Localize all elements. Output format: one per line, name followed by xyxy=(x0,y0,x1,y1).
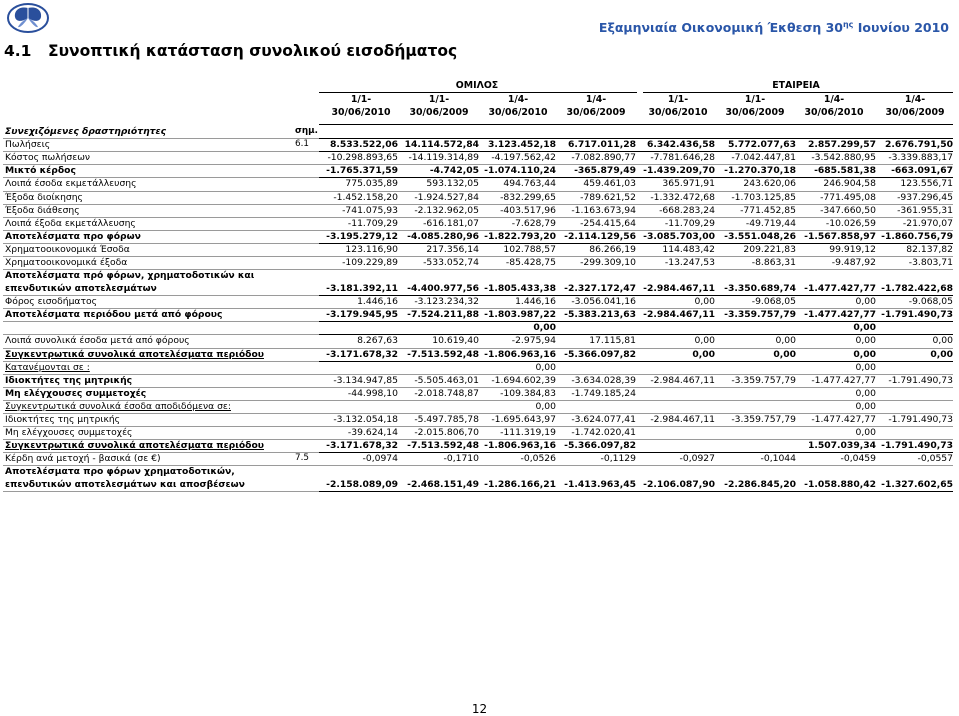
table-row xyxy=(3,426,954,439)
period-start: 1/1- xyxy=(350,94,372,105)
row-value: -3.179.945,95 xyxy=(326,309,398,321)
row-label: Χρηματοοικονομικά Έσοδα xyxy=(5,243,130,255)
period-start: 1/1- xyxy=(744,94,766,105)
row-value: -3.123.234,32 xyxy=(414,296,479,308)
section-heading xyxy=(4,42,457,60)
table-row xyxy=(3,452,954,465)
row-value: 3.123.452,18 xyxy=(487,139,556,151)
row-value: 0,00 xyxy=(855,387,876,399)
row-value: 0,00 xyxy=(694,335,715,347)
row-value: -365.879,49 xyxy=(574,165,636,177)
row-value: 8.267,63 xyxy=(357,335,398,347)
row-value: -5.383.213,63 xyxy=(564,309,636,321)
row-value: -8.863,31 xyxy=(751,257,796,268)
row-value: -616.181,07 xyxy=(423,217,479,229)
table-row xyxy=(3,308,954,321)
row-value: -1.286.166,21 xyxy=(484,479,556,491)
row-value: -347.660,50 xyxy=(820,204,876,216)
table-row xyxy=(3,177,954,190)
row-value: -2.106.087,90 xyxy=(643,479,715,491)
row-label: Μη ελέγχουσες συμμετοχές xyxy=(5,387,147,399)
row-value: -789.621,52 xyxy=(580,191,636,203)
row-value: 14.114.572,84 xyxy=(404,139,479,151)
table-row xyxy=(3,243,954,256)
row-value: -111.319,19 xyxy=(500,427,556,439)
row-value: -3.132.054,18 xyxy=(333,414,398,425)
row-value: -1.413.963,45 xyxy=(564,479,636,491)
row-value: -1.058.880,42 xyxy=(804,479,876,491)
group-label-company: ΕΤΑΙΡΕΙΑ xyxy=(772,80,820,91)
row-value: 365.971,91 xyxy=(662,178,715,190)
row-value: 593.132,05 xyxy=(426,178,479,190)
row-value: -685.581,38 xyxy=(814,165,876,177)
period-header xyxy=(794,94,874,124)
row-label: Αποτελέσματα πρό φόρων, χρηματοδοτικών και επενδυτικών αποτελεσμάτων xyxy=(5,270,255,295)
row-value: -14.119.314,89 xyxy=(408,152,479,164)
row-value: -3.803,71 xyxy=(908,257,953,268)
row-value: 123.116,90 xyxy=(345,243,398,255)
row-value: -3.359.757,79 xyxy=(731,374,796,386)
row-value: -663.091,67 xyxy=(891,165,953,177)
row-value: -1.806.963,16 xyxy=(484,440,556,452)
row-value: -2.018.748,87 xyxy=(414,387,479,399)
row-value: -10.298.893,65 xyxy=(327,152,398,164)
table-row xyxy=(3,361,954,374)
row-value: -1.822.793,20 xyxy=(484,230,556,242)
period-start: 1/4- xyxy=(904,94,926,105)
row-value: 0,00 xyxy=(694,296,715,308)
row-value: -7.513.592,48 xyxy=(407,348,479,360)
label-separator xyxy=(3,491,319,492)
period-start: 1/1- xyxy=(667,94,689,105)
row-value: 209.221,83 xyxy=(743,243,796,255)
row-value: -1.074.110,24 xyxy=(484,165,556,177)
period-start: 1/4- xyxy=(823,94,845,105)
row-value: -1.791.490,73 xyxy=(888,414,953,425)
row-label: Λοιπά έξοδα εκμετάλλευσης xyxy=(5,217,136,229)
table-row xyxy=(3,269,954,295)
row-note: 6.1 xyxy=(295,139,309,150)
row-value: -1.694.602,39 xyxy=(491,374,556,386)
row-value: -254.415,64 xyxy=(580,217,636,229)
row-value: 6.342.436,58 xyxy=(646,139,715,151)
row-value: -1.695.643,97 xyxy=(491,414,556,425)
table-row xyxy=(3,191,954,204)
row-label: Ιδιοκτήτες της μητρικής xyxy=(5,374,133,386)
row-value: -3.551.048,26 xyxy=(724,230,796,242)
row-value: -39.624,14 xyxy=(347,427,398,439)
row-value: -2.015.806,70 xyxy=(414,427,479,439)
section-number: 4.1 xyxy=(4,42,32,60)
row-label: Κατανέμονται σε : xyxy=(5,361,90,373)
row-value: -741.075,93 xyxy=(342,204,398,216)
row-value: -1.742.020,41 xyxy=(571,427,636,439)
row-value: 775.035,89 xyxy=(345,178,398,190)
table-row xyxy=(3,439,954,452)
period-header xyxy=(715,94,795,124)
period-end: 30/06/2009 xyxy=(566,106,626,118)
period-end: 30/06/2010 xyxy=(331,106,391,118)
row-value: -3.134.947,85 xyxy=(333,374,398,386)
table-row xyxy=(3,413,954,426)
row-value: -1.791.490,73 xyxy=(881,309,953,321)
row-value: -9.487,92 xyxy=(831,257,876,268)
row-value: -1.477.427,77 xyxy=(804,309,876,321)
group-label-group: ΟΜΙΛΟΣ xyxy=(455,80,499,91)
row-value: -1.860.756,79 xyxy=(881,230,953,242)
row-value: 82.137,82 xyxy=(906,243,953,255)
row-label: Λοιπά συνολικά έσοδα μετά από φόρους xyxy=(5,335,190,347)
row-value: -49.719,44 xyxy=(745,217,796,229)
row-value: -5.366.097,82 xyxy=(564,348,636,360)
row-value: -403.517,96 xyxy=(500,204,556,216)
period-end: 30/06/2010 xyxy=(648,106,708,118)
row-value: -5.366.097,82 xyxy=(564,440,636,452)
row-value: -1.452.158,20 xyxy=(333,191,398,203)
row-value: -3.339.883,17 xyxy=(888,152,953,164)
row-value: -7.042.447,81 xyxy=(731,152,796,164)
row-label: Έξοδα διοίκησης xyxy=(5,191,83,203)
row-value: -3.359.757,79 xyxy=(724,309,796,321)
row-value: 99.919,12 xyxy=(829,243,876,255)
row-value: -7.781.646,28 xyxy=(650,152,715,164)
row-value: -3.542.880,95 xyxy=(811,152,876,164)
table-row xyxy=(3,348,954,361)
row-value: -1.765.371,59 xyxy=(326,165,398,177)
row-value: -2.975,94 xyxy=(511,335,556,347)
row-value: -1.163.673,94 xyxy=(571,204,636,216)
period-header xyxy=(556,94,636,124)
row-value: -1.803.987,22 xyxy=(484,309,556,321)
row-value: -1.806.963,16 xyxy=(484,348,556,360)
row-value: -4.085.280,96 xyxy=(407,230,479,242)
row-value: -109.384,83 xyxy=(500,387,556,399)
row-label: Κέρδη ανά μετοχή - βασικά (σε €) xyxy=(5,453,161,465)
table-row xyxy=(3,321,954,334)
row-value: -1.805.433,38 xyxy=(484,283,556,295)
company-logo xyxy=(6,2,50,34)
row-value: 2.676.791,50 xyxy=(884,139,953,151)
row-label: Αποτελέσματα περιόδου μετά από φόρους xyxy=(5,309,223,321)
row-value: -3.171.678,32 xyxy=(326,440,398,452)
row-value: -3.056.041,16 xyxy=(571,296,636,308)
table-row xyxy=(3,230,954,243)
row-value: -85.428,75 xyxy=(505,257,556,268)
row-label: Λοιπά έσοδα εκμετάλλευσης xyxy=(5,178,137,190)
row-value: 123.556,71 xyxy=(900,178,953,190)
row-value: 102.788,57 xyxy=(503,243,556,255)
row-label: Πωλήσεις xyxy=(5,139,51,151)
row-value: 459.461,03 xyxy=(583,178,636,190)
row-value: -2.984.467,11 xyxy=(643,283,715,295)
row-value: -5.505.463,01 xyxy=(414,374,479,386)
row-label: Ιδιοκτήτες της μητρικής xyxy=(5,414,121,425)
row-value: -832.299,65 xyxy=(500,191,556,203)
row-value: -2.286.845,20 xyxy=(724,479,796,491)
row-value: -2.114.129,56 xyxy=(564,230,636,242)
group-underline-group xyxy=(319,92,637,93)
period-start: 1/1- xyxy=(428,94,450,105)
row-value: 494.763,44 xyxy=(503,178,556,190)
table-row xyxy=(3,151,954,164)
row-value: -3.350.689,74 xyxy=(724,283,796,295)
row-value: 0,00 xyxy=(535,361,556,373)
row-value: -13.247,53 xyxy=(664,257,715,268)
row-value: 0,00 xyxy=(692,348,715,360)
row-value: 0,00 xyxy=(773,348,796,360)
row-value: -0,1044 xyxy=(760,453,796,465)
row-label: Χρηματοοικονομικά έξοδα xyxy=(5,257,128,268)
row-value: -44.998,10 xyxy=(347,387,398,399)
row-value: -3.624.077,41 xyxy=(571,414,636,425)
table-row xyxy=(3,204,954,217)
period-header xyxy=(399,94,479,124)
period-start: 1/4- xyxy=(507,94,529,105)
row-value: -7.628,79 xyxy=(511,217,556,229)
page-number: 12 xyxy=(471,702,488,716)
row-note: σημ. xyxy=(295,126,318,136)
row-value: -771.495,08 xyxy=(820,191,876,203)
period-end: 30/06/2009 xyxy=(725,106,785,118)
row-value: 1.446,16 xyxy=(515,296,556,308)
period-end: 30/06/2010 xyxy=(804,106,864,118)
row-value: -2.132.962,05 xyxy=(414,204,479,216)
row-value: -1.439.209,70 xyxy=(643,165,715,177)
row-value: -1.791.490,73 xyxy=(888,374,953,386)
row-value: 0,00 xyxy=(932,335,953,347)
row-value: 17.115,81 xyxy=(589,335,636,347)
row-value: 0,00 xyxy=(855,296,876,308)
row-value: -4.400.977,56 xyxy=(407,283,479,295)
period-end: 30/06/2009 xyxy=(885,106,945,118)
row-value: -1.270.370,18 xyxy=(724,165,796,177)
row-value: -0,0459 xyxy=(840,453,876,465)
row-value: 0,00 xyxy=(535,400,556,412)
row-value: 6.717.011,28 xyxy=(567,139,636,151)
row-value: -361.955,31 xyxy=(897,204,953,216)
table-row xyxy=(3,125,954,138)
row-value: -7.524.211,88 xyxy=(407,309,479,321)
row-label: Συγκεντρωτικά συνολικά αποτελέσματα περιόδου xyxy=(5,348,264,360)
table-row xyxy=(3,256,954,269)
row-value: -11.709,29 xyxy=(664,217,715,229)
row-value: -0,1710 xyxy=(443,453,479,465)
row-value: 114.483,42 xyxy=(662,243,715,255)
row-value: -668.283,24 xyxy=(659,204,715,216)
row-value: -0,1129 xyxy=(600,453,636,465)
row-value: -10.026,59 xyxy=(825,217,876,229)
period-header xyxy=(321,94,401,124)
row-value: -1.477.427,77 xyxy=(811,374,876,386)
row-value: -1.703.125,85 xyxy=(731,191,796,203)
row-label: Αποτελέσματα προ φόρων xyxy=(5,230,141,242)
row-value: -3.634.028,39 xyxy=(571,374,636,386)
table-row xyxy=(3,334,954,347)
row-value: 246.904,58 xyxy=(823,178,876,190)
row-value: 1.446,16 xyxy=(357,296,398,308)
row-value: 0,00 xyxy=(855,361,876,373)
row-label: Κόστος πωλήσεων xyxy=(5,152,91,164)
row-value: -0,0974 xyxy=(362,453,398,465)
row-value: -2.984.467,11 xyxy=(643,309,715,321)
row-label: Αποτελέσματα προ φόρων χρηματοδοτικών, επενδυτικών αποτελεσμάτων και αποσβέσεων xyxy=(5,466,245,491)
row-value: 0,00 xyxy=(855,427,876,439)
report-title: Εξαμηνιαία Οικονομική Έκθεση $30^{\eta\varsigma}$ Ιουνίου 2010 xyxy=(598,20,949,36)
table-row xyxy=(3,400,954,413)
row-value: 0,00 xyxy=(775,335,796,347)
row-value: -4.742,05 xyxy=(429,165,479,177)
row-value: 8.533.522,06 xyxy=(329,139,398,151)
row-value: -7.513.592,48 xyxy=(407,440,479,452)
row-value: -299.309,10 xyxy=(580,257,636,268)
row-value: -1.782.422,68 xyxy=(881,283,953,295)
row-value: -4.197.562,42 xyxy=(491,152,556,164)
table-row xyxy=(3,217,954,230)
row-value: -1.332.472,68 xyxy=(650,191,715,203)
table-row xyxy=(3,164,954,177)
row-value: 0,00 xyxy=(855,335,876,347)
row-value: -0,0927 xyxy=(679,453,715,465)
row-label: Μη ελέγχουσες συμμετοχές xyxy=(5,427,133,439)
row-value: 1.507.039,34 xyxy=(807,440,876,452)
period-header xyxy=(875,94,955,124)
row-value: -3.359.757,79 xyxy=(731,414,796,425)
row-value: -0,0526 xyxy=(520,453,556,465)
table-row xyxy=(3,374,954,387)
row-value: -1.567.858,97 xyxy=(804,230,876,242)
row-value: 0,00 xyxy=(855,400,876,412)
table-row xyxy=(3,138,954,151)
row-label: Φόρος εισοδήματος xyxy=(5,296,98,308)
row-value: -937.296,45 xyxy=(897,191,953,203)
period-start: 1/4- xyxy=(585,94,607,105)
row-value: -3.171.678,32 xyxy=(326,348,398,360)
row-value: 2.857.299,57 xyxy=(807,139,876,151)
row-value: -2.984.467,11 xyxy=(650,414,715,425)
row-label: Έξοδα διάθεσης xyxy=(5,204,80,216)
row-value: -2.984.467,11 xyxy=(650,374,715,386)
period-end: 30/06/2009 xyxy=(409,106,469,118)
table-row xyxy=(3,295,954,308)
row-value: -2.468.151,49 xyxy=(407,479,479,491)
row-value: -1.327.602,65 xyxy=(881,479,953,491)
row-value: -1.477.427,77 xyxy=(811,414,876,425)
row-label: Μικτό κέρδος xyxy=(5,165,76,177)
row-value: -1.791.490,73 xyxy=(881,440,953,452)
row-value: 5.772.077,63 xyxy=(727,139,796,151)
table-row xyxy=(3,465,954,491)
section-title: Συνοπτική κατάσταση συνολικού εισοδήματος xyxy=(48,42,458,60)
row-label: Συγκεντρωτικά συνολικά έσοδα αποδιδόμενα σε: xyxy=(5,400,231,412)
row-value: 0,00 xyxy=(853,348,876,360)
row-value: -3.195.279,12 xyxy=(326,230,398,242)
row-value: 10.619,40 xyxy=(432,335,479,347)
group-underline-company xyxy=(643,92,953,93)
row-value: -109.229,89 xyxy=(342,257,398,268)
row-value: -2.327.172,47 xyxy=(564,283,636,295)
row-value: 86.266,19 xyxy=(589,243,636,255)
period-header xyxy=(638,94,718,124)
row-value: -3.181.392,11 xyxy=(326,283,398,295)
row-value: -11.709,29 xyxy=(347,217,398,229)
row-value: -1.749.185,24 xyxy=(571,387,636,399)
row-value: 0,00 xyxy=(853,322,876,334)
row-separator xyxy=(319,491,953,492)
row-note: 7.5 xyxy=(295,453,309,464)
row-value: -533.052,74 xyxy=(423,257,479,268)
row-value: -9.068,05 xyxy=(908,296,953,308)
row-value: -9.068,05 xyxy=(751,296,796,308)
row-value: -3.085.703,00 xyxy=(643,230,715,242)
row-value: -1.924.527,84 xyxy=(414,191,479,203)
row-value: -1.477.427,77 xyxy=(804,283,876,295)
row-value: 243.620,06 xyxy=(743,178,796,190)
period-header xyxy=(478,94,558,124)
period-end: 30/06/2010 xyxy=(488,106,548,118)
row-value: 0,00 xyxy=(930,348,953,360)
row-value: -21.970,07 xyxy=(902,217,953,229)
row-value: -2.158.089,09 xyxy=(326,479,398,491)
row-label: Συγκεντρωτικά συνολικά αποτελέσματα περιόδου xyxy=(5,440,264,452)
row-value: 217.356,14 xyxy=(426,243,479,255)
row-label: Συνεχιζόμενες δραστηριότητες xyxy=(5,126,167,137)
row-value: -5.497.785,78 xyxy=(414,414,479,425)
row-value: 0,00 xyxy=(533,322,556,334)
table-row xyxy=(3,387,954,400)
row-value: -7.082.890,77 xyxy=(571,152,636,164)
row-value: -0,0557 xyxy=(917,453,953,465)
row-value: -771.452,85 xyxy=(740,204,796,216)
